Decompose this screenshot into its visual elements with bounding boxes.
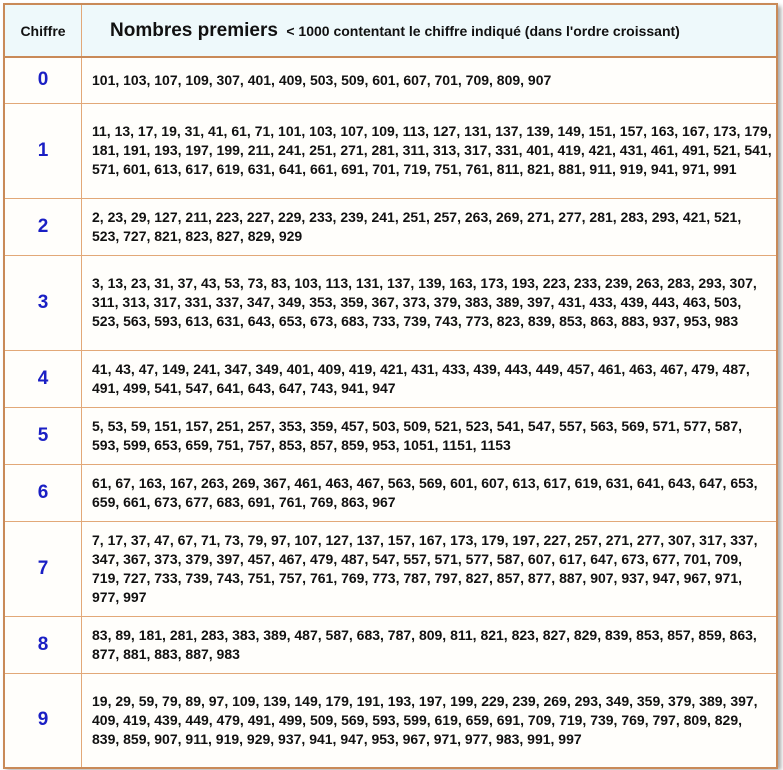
row-primes: 19, 29, 59, 79, 89, 97, 109, 139, 149, 179, 191, 193, 197, 199, 229, 239, 269, 293, 349, 359, 379, 389, 397, 409, 419, 439, 449, 479, 491, 499, 509, 569, 593, 599, 619, 659, 691, 709, 719, 739, 769, 797, 809, 829, 839, 859, 907, 911, 919, 929, 937, 941, 947, 953, 967, 971, 977, 983, 991, 997 [82,673,778,768]
row-primes: 41, 43, 47, 149, 241, 347, 349, 401, 409, 419, 421, 431, 433, 439, 443, 449, 457, 461, 463, 467, 479, 487, 491, 499, 541, 547, 641, 643, 647, 743, 941, 947 [82,350,778,407]
row-digit: 7 [4,521,82,616]
table-row [4,255,777,350]
row-digit: 5 [4,407,82,464]
table-row [4,616,777,673]
row-digit: 2 [4,198,82,255]
header-subtitle: < 1000 contentant le chiffre indiqué (dans l'ordre croissant) [286,22,680,39]
row-primes: 83, 89, 181, 281, 283, 383, 389, 487, 587, 683, 787, 809, 811, 821, 823, 827, 829, 839, 853, 857, 859, 863, 877, 881, 883, 887, 983 [82,616,778,673]
header-title-cell [82,4,778,57]
table-row [4,464,777,521]
row-primes: 61, 67, 163, 167, 263, 269, 367, 461, 463, 467, 563, 569, 601, 607, 613, 617, 619, 631, 641, 643, 647, 653, 659, 661, 673, 677, 683, 691, 761, 769, 863, 967 [82,464,778,521]
row-primes: 11, 13, 17, 19, 31, 41, 61, 71, 101, 103, 107, 109, 113, 127, 131, 137, 139, 149, 151, 157, 163, 167, 173, 179, 181, 191, 193, 197, 199, 211, 241, 251, 271, 281, 311, 313, 317, 331, 401, 419, 421, 431, 461, 491, 521, 541, 571, 601, 613, 617, 619, 631, 641, 661, 691, 701, 719, 751, 761, 811, 821, 881, 911, 919, 941, 971, 991 [82,103,778,198]
row-digit: 6 [4,464,82,521]
row-primes: 5, 53, 59, 151, 157, 251, 257, 353, 359, 457, 503, 509, 521, 523, 541, 547, 557, 563, 569, 571, 577, 587, 593, 599, 653, 659, 751, 757, 853, 857, 859, 953, 1051, 1151, 1153 [82,407,778,464]
row-digit: 0 [4,57,82,103]
table-row [4,407,777,464]
header-title: Nombres premiers [110,19,278,41]
table-row [4,521,777,616]
primes-table [3,3,778,769]
row-digit: 4 [4,350,82,407]
row-primes: 2, 23, 29, 127, 211, 223, 227, 229, 233, 239, 241, 251, 257, 263, 269, 271, 277, 281, 283, 293, 421, 521, 523, 727, 821, 823, 827, 829, 929 [82,198,778,255]
primes-table-container [3,3,778,767]
table-row [4,198,777,255]
row-digit: 1 [4,103,82,198]
row-primes: 3, 13, 23, 31, 37, 43, 53, 73, 83, 103, 113, 131, 137, 139, 163, 173, 193, 223, 233, 239, 263, 283, 293, 307, 311, 313, 317, 331, 337, 347, 349, 353, 359, 367, 373, 379, 383, 389, 397, 431, 433, 439, 443, 463, 503, 523, 563, 593, 613, 631, 643, 653, 673, 683, 733, 739, 743, 773, 823, 839, 853, 863, 883, 937, 953, 983 [82,255,778,350]
table-row [4,57,777,103]
table-row [4,673,777,768]
row-digit: 9 [4,673,82,768]
row-primes: 7, 17, 37, 47, 67, 71, 73, 79, 97, 107, 127, 137, 157, 167, 173, 179, 197, 227, 257, 271, 277, 307, 317, 337, 347, 367, 373, 379, 397, 457, 467, 479, 487, 547, 557, 571, 577, 587, 607, 617, 647, 673, 677, 701, 709, 719, 727, 733, 739, 743, 751, 757, 761, 769, 773, 787, 797, 827, 857, 877, 887, 907, 937, 947, 967, 971, 977, 997 [82,521,778,616]
header-row [4,4,777,57]
row-digit: 3 [4,255,82,350]
header-digit: Chiffre [4,4,82,57]
table-row [4,350,777,407]
row-digit: 8 [4,616,82,673]
table-row [4,103,777,198]
row-primes: 101, 103, 107, 109, 307, 401, 409, 503, 509, 601, 607, 701, 709, 809, 907 [82,57,778,103]
